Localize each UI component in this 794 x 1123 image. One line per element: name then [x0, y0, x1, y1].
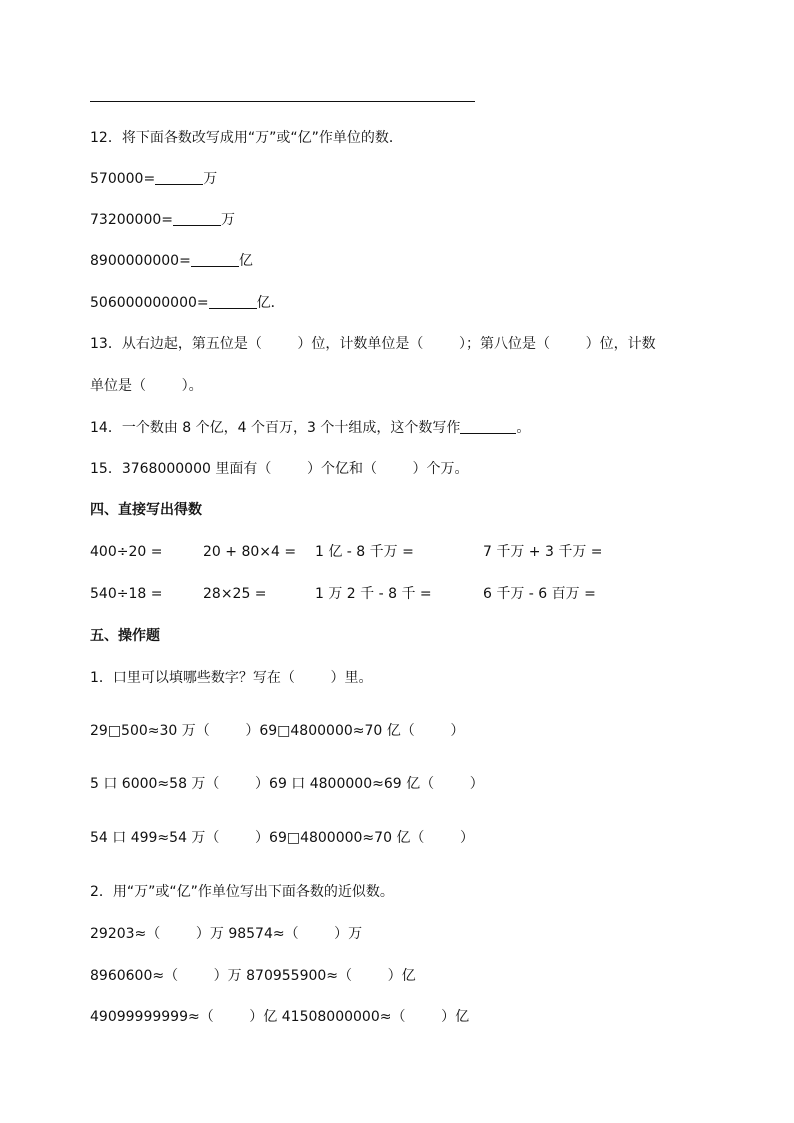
- q14-text: 14．一个数由 8 个亿，4 个百万，3 个十组成，这个数写作: [90, 420, 461, 436]
- q12-item-1: [90, 169, 217, 189]
- calc-1-1: 400÷20 =: [90, 544, 163, 560]
- top-rule: [90, 101, 475, 102]
- section-5-title: 五、操作题: [90, 628, 160, 644]
- answer-blank[interactable]: [155, 170, 203, 185]
- q15: 15．3768000000 里面有（ ）个亿和（ ）个万。: [90, 461, 469, 477]
- q14-end: 。: [516, 420, 531, 436]
- q13-line-2: 单位是（ ）。: [90, 378, 203, 394]
- q14: [90, 418, 530, 438]
- calc-1-3: 1 亿 - 8 千万 =: [315, 544, 414, 560]
- answer-blank[interactable]: [191, 252, 239, 267]
- q12-item-3-number: 8900000000=: [90, 253, 191, 269]
- op-2-prompt: 2．用“万”或“亿”作单位写出下面各数的近似数。: [90, 884, 394, 900]
- q12-item-1-number: 570000=: [90, 171, 156, 187]
- q12-item-3-unit: 亿: [238, 253, 253, 269]
- q12-item-1-unit: 万: [203, 171, 218, 187]
- calc-2-3: 1 万 2 千 - 8 千 =: [315, 586, 432, 602]
- op-1-line-1: 29□500≈30 万（ ）69□4800000≈70 亿（ ）: [90, 723, 465, 739]
- op-2-line-2: 8960600≈（ ）万 870955900≈（ ）亿: [90, 968, 416, 984]
- op-2-line-1: 29203≈（ ）万 98574≈（ ）万: [90, 926, 363, 942]
- q12-item-2-number: 73200000=: [90, 212, 173, 228]
- calc-1-4: 7 千万 + 3 千万 =: [483, 544, 603, 560]
- calc-2-2: 28×25 =: [203, 586, 267, 602]
- op-2-line-3: 49099999999≈（ ）亿 41508000000≈（ ）亿: [90, 1009, 470, 1025]
- calc-2-4: 6 千万 - 6 百万 =: [483, 586, 596, 602]
- section-4-title: 四、直接写出得数: [90, 502, 202, 518]
- q12-item-4: [90, 293, 285, 313]
- calc-1-2: 20 + 80×4 =: [203, 544, 297, 560]
- answer-blank[interactable]: [209, 294, 257, 309]
- answer-blank[interactable]: [460, 419, 516, 434]
- q12-prompt: 12．将下面各数改写成用“万”或“亿”作单位的数．: [90, 130, 403, 146]
- op-1-prompt: 1．口里可以填哪些数字？写在（ ）里。: [90, 670, 373, 686]
- q12-item-4-number: 506000000000=: [90, 295, 209, 311]
- calc-2-1: 540÷18 =: [90, 586, 163, 602]
- answer-blank[interactable]: [173, 211, 221, 226]
- q13-line-1: 13．从右边起，第五位是（ ）位，计数单位是（ ）；第八位是（ ）位，计数: [90, 336, 656, 352]
- op-1-line-2: 5 口 6000≈58 万（ ）69 口 4800000≈69 亿（ ）: [90, 776, 484, 792]
- op-1-line-3: 54 口 499≈54 万（ ）69□4800000≈70 亿（ ）: [90, 830, 475, 846]
- q12-item-2-unit: 万: [221, 212, 235, 228]
- q12-item-4-unit: 亿．: [256, 295, 285, 311]
- q12-item-3: [90, 251, 253, 271]
- q12-item-2: [90, 210, 235, 230]
